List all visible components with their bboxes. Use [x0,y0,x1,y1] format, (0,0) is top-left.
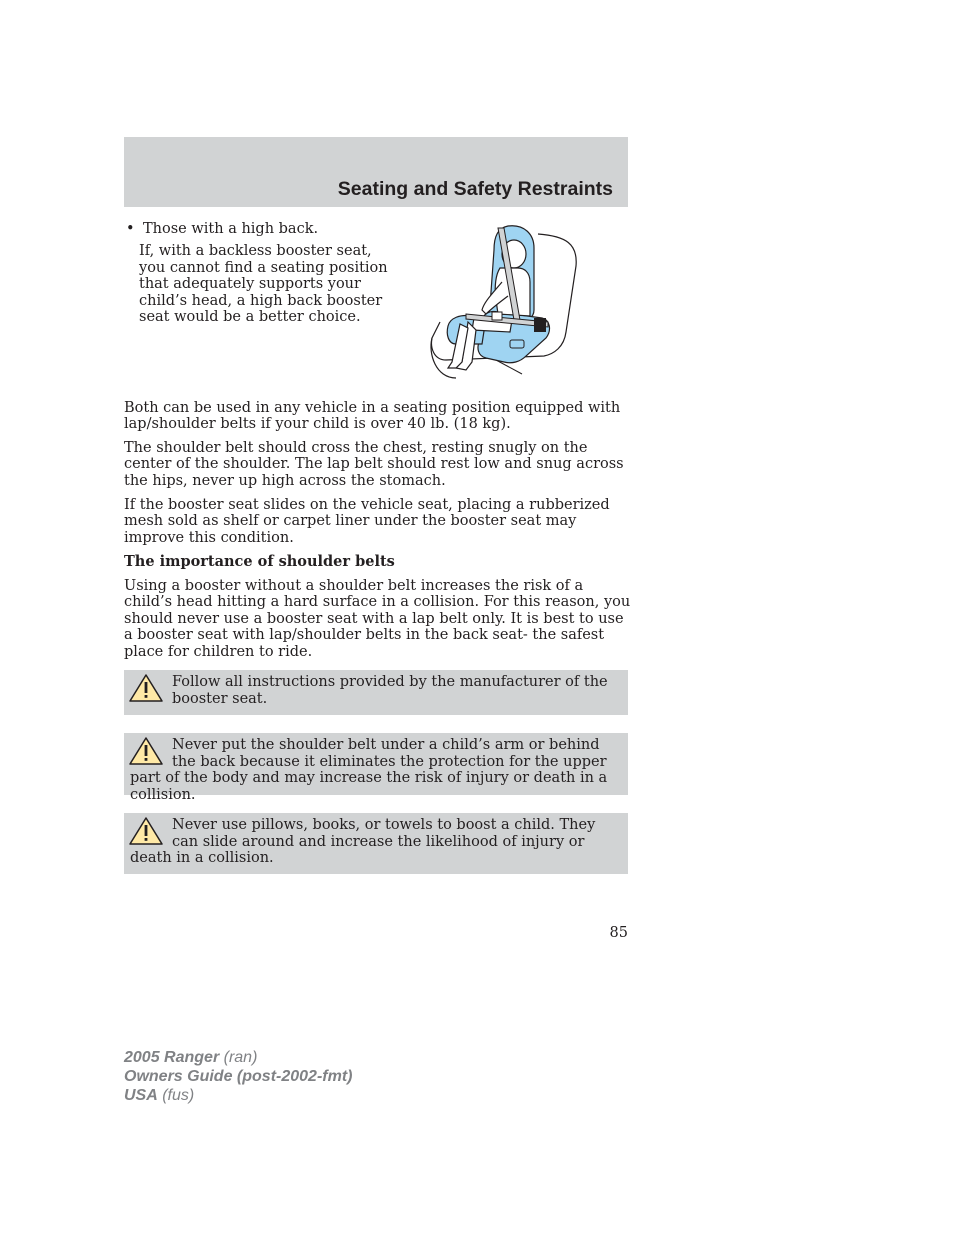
warning-box [124,670,628,715]
paragraph-shoulder-belt-importance: Using a booster without a shoulder belt increases the risk of a child’s head hitting a hard surface in a collision. For this reason, you should never use a booster seat with a lap belt only. It is best to use a booster seat with lap/shoulder belts in the back seat- the safest place for children to ride. [124,578,631,660]
footer-region: USA [124,1087,158,1104]
warning-text: Follow all instructions provided by the manufacturer of the booster seat. [172,674,608,707]
footer-model-code: (ran) [219,1049,258,1066]
paragraph-booster-slides: If the booster seat slides on the vehicle seat, placing a rubberized mesh sold as shelf or carpet liner under the booster seat may improve this condition. [124,497,610,546]
footer-model: 2005 Ranger [124,1049,220,1066]
footer-guide: Owners Guide (post-2002-fmt) [124,1068,353,1085]
warning-box [124,733,628,803]
paragraph-both-can-be-used: Both can be used in any vehicle in a seating position equipped with lap/shoulder belts if your child is over 40 lb. (18 kg). [124,400,621,433]
footer-line-guide [124,1067,352,1086]
high-back-booster-seat-illustration [426,222,584,380]
warning-triangle-icon [128,815,164,847]
warning-box [124,813,628,874]
bullet-text: Those with a high back. [143,221,319,237]
footer-line-region [124,1086,352,1105]
section-header-bar [124,137,628,207]
warning-triangle-icon [128,672,164,704]
bullet-item [124,221,318,238]
footer-region-code: (fus) [157,1087,195,1104]
subheading-shoulder-belts: The importance of shoulder belts [124,553,395,570]
footer-line-model [124,1048,352,1067]
section-title: Seating and Safety Restraints [337,178,613,200]
intro-paragraph: If, with a backless booster seat, you cannot find a seating position that adequately supports your child’s head, a high back booster seat would be a better choice. [139,243,388,325]
document-footer [124,1048,352,1105]
warning-text: Never use pillows, books, or towels to boost a child. They can slide around and increase the likelihood of injury or death in a collision. [130,817,596,866]
paragraph-shoulder-belt-position: The shoulder belt should cross the chest, resting snugly on the center of the shoulder. The lap belt should rest low and snug across the hips, never up high across the stomach. [124,440,624,489]
page-number: 85 [609,925,628,941]
warning-text: Never put the shoulder belt under a child’s arm or behind the back because it eliminates the protection for the upper part of the body and may increase the risk of injury or death in a collision. [130,737,608,803]
warning-triangle-icon [128,735,164,767]
bullet-marker: • [126,221,135,237]
